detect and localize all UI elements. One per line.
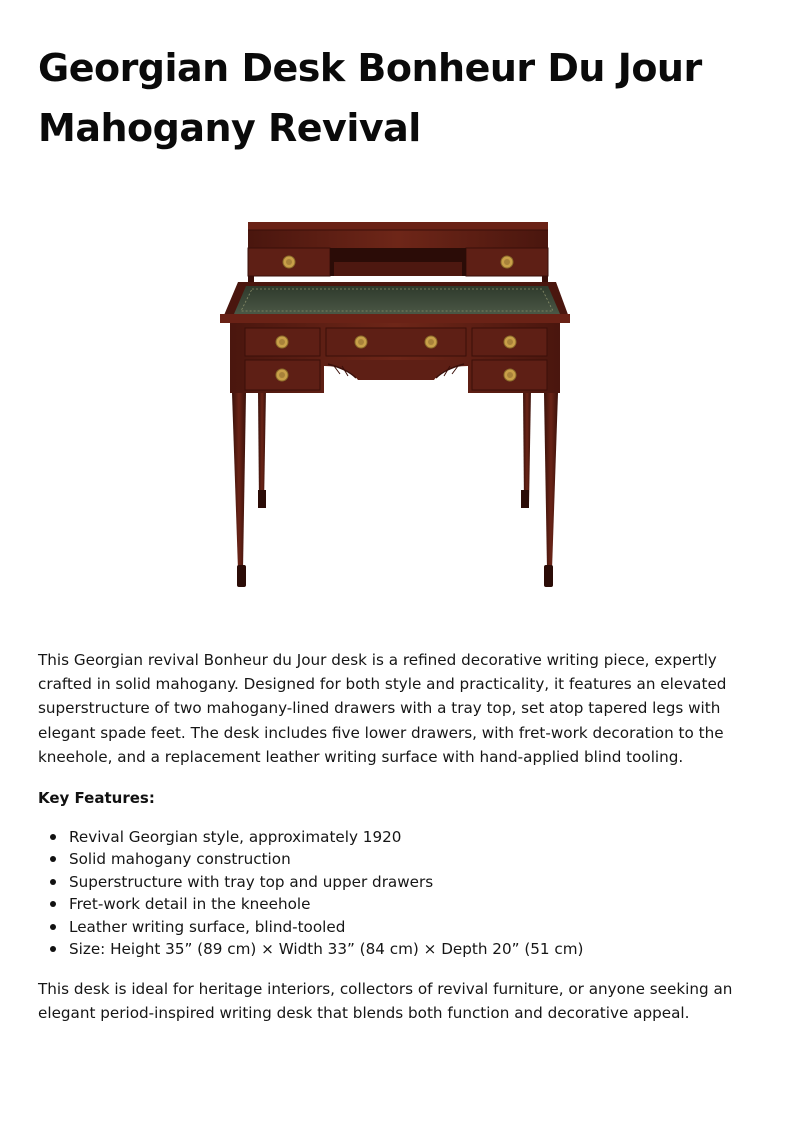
key-features-heading: Key Features: <box>38 789 155 807</box>
page-title: Georgian Desk Bonheur Du Jour Mahogany Revival <box>38 46 702 150</box>
writing-surface <box>220 282 570 323</box>
superstructure <box>248 222 548 284</box>
feature-item: Revival Georgian style, approximately 1920 <box>38 826 583 848</box>
feature-item: Superstructure with tray top and upper drawers <box>38 871 583 893</box>
feature-item: Solid mahogany construction <box>38 848 583 870</box>
front-legs <box>232 393 558 587</box>
apron <box>230 323 560 393</box>
feature-item: Leather writing surface, blind-tooled <box>38 916 583 938</box>
feature-item: Fret-work detail in the kneehole <box>38 893 583 915</box>
product-description: This Georgian revival Bonheur du Jour desk is a refined decorative writing piece, expertly crafted in solid mahogany. Designed for both style and practicality, it features an elevated superstructure of two mahogany-lined drawers with a tray top, set atop tapered legs with elegant spade feet. The desk includes five lower drawers, with fret-work decoration to the kneehole, and a replacement leather writing surface with hand-applied blind tooling. <box>38 651 727 766</box>
feature-item: Size: Height 35” (89 cm) × Width 33” (84 cm) × Depth 20” (51 cm) <box>38 938 583 960</box>
back-legs <box>258 390 531 508</box>
product-image <box>210 210 580 600</box>
closing-paragraph: This desk is ideal for heritage interiors, collectors of revival furniture, or anyone seeking an elegant period-inspired writing desk that blends both function and decorative appeal. <box>38 980 733 1023</box>
key-features-list <box>38 826 583 960</box>
